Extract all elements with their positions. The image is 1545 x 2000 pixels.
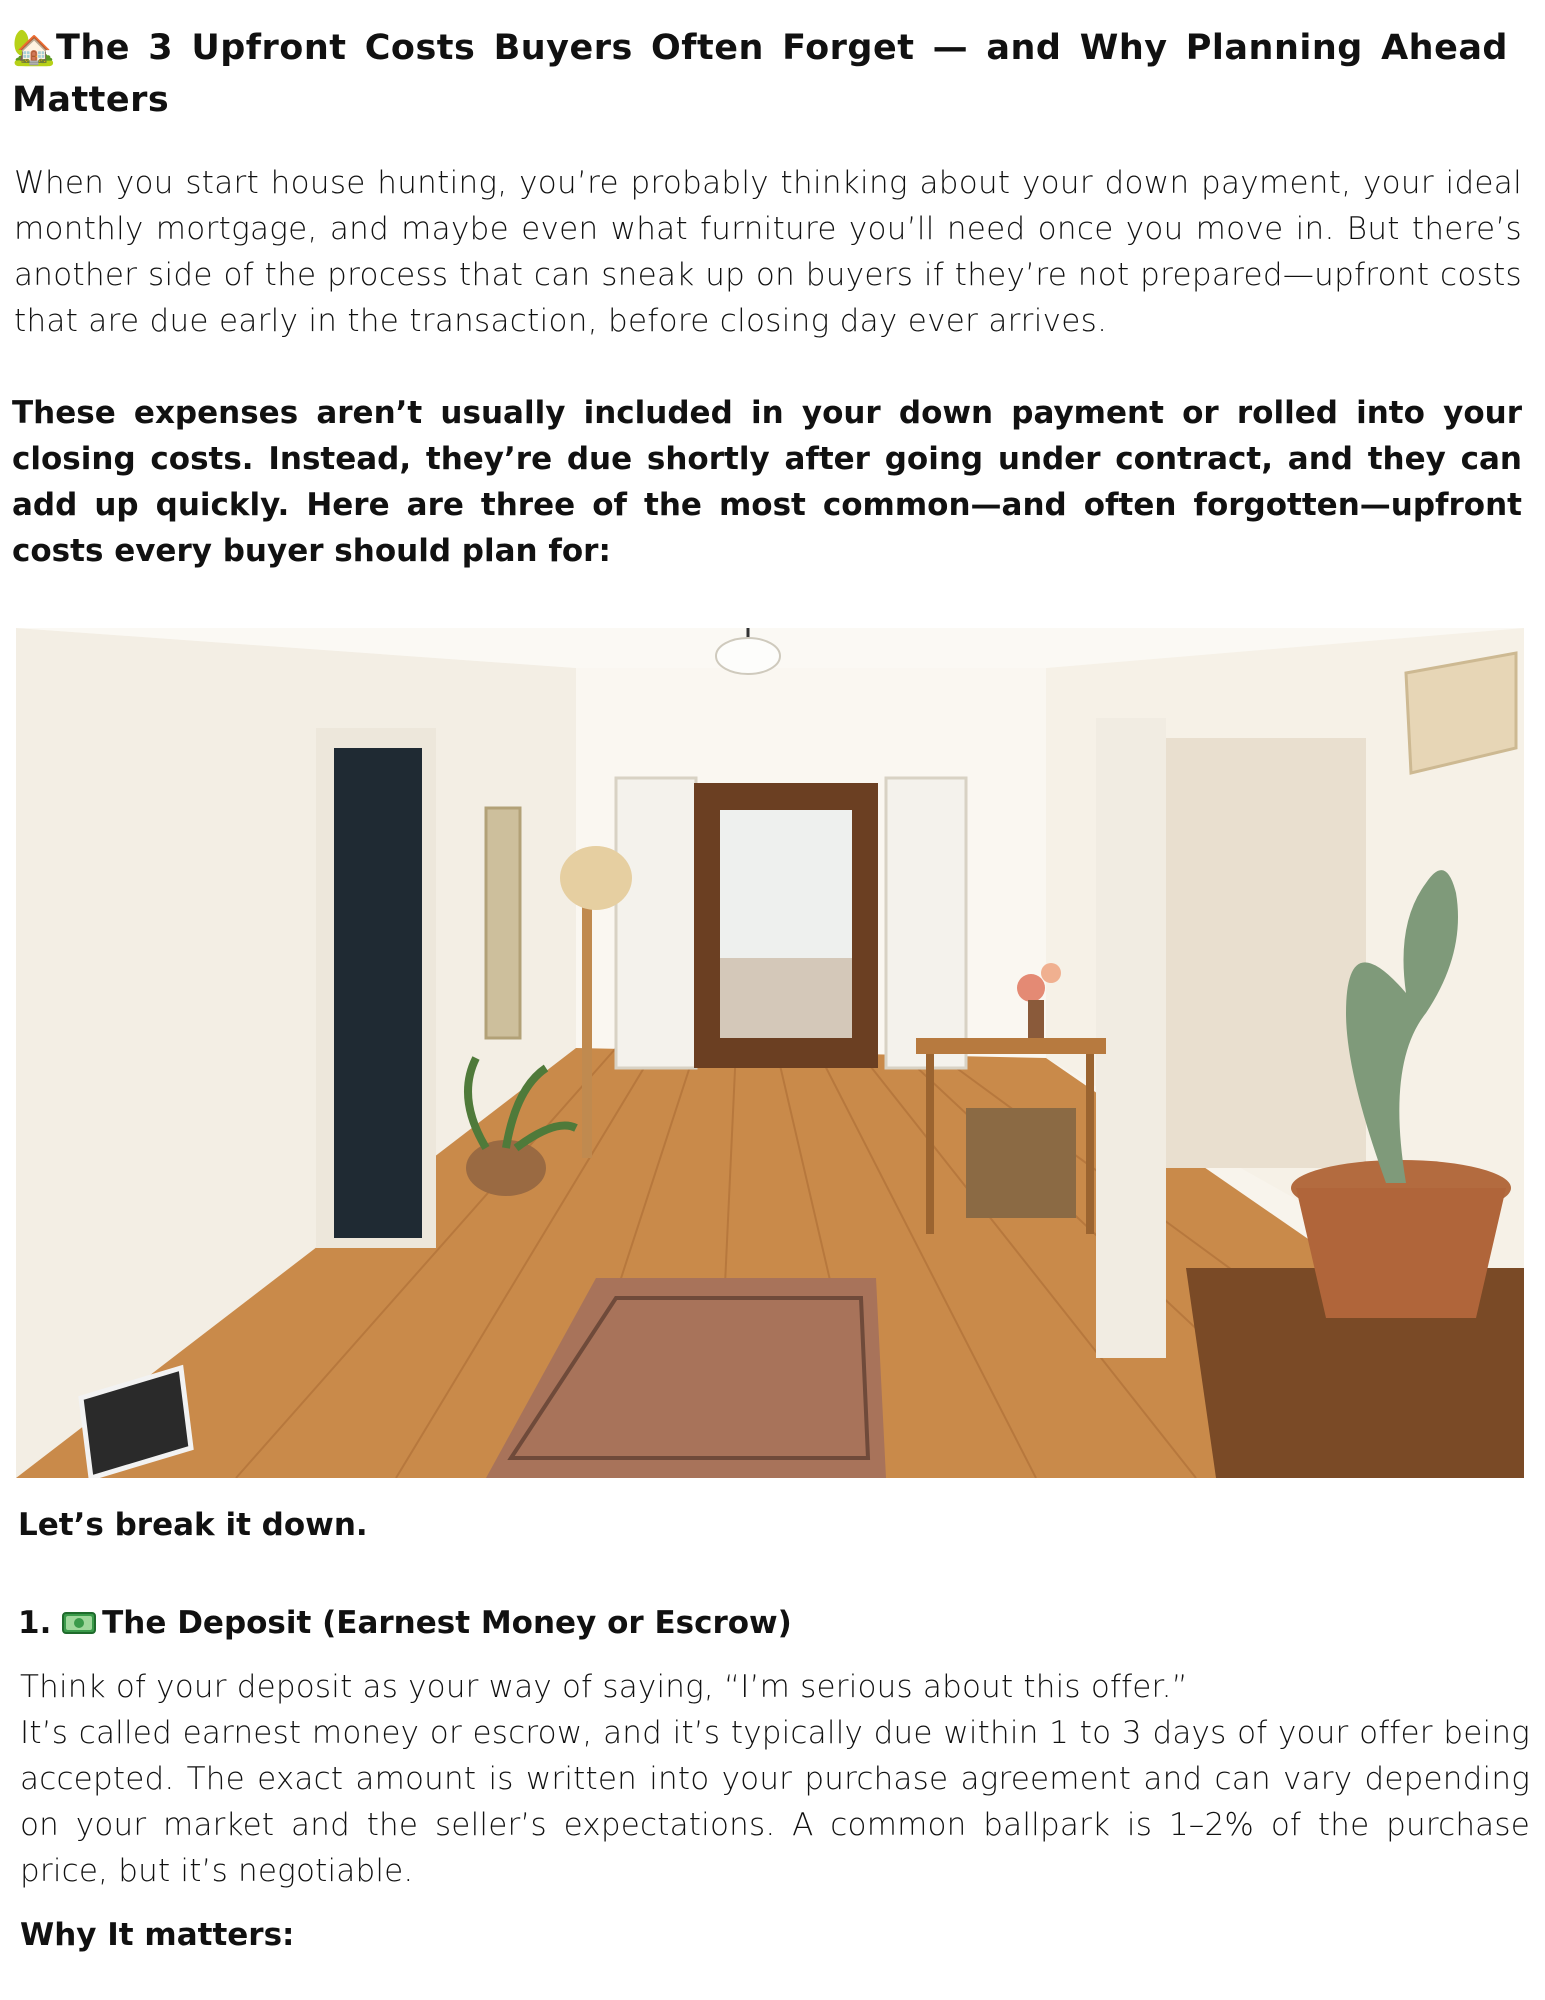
breakdown-heading: Let’s break it down. xyxy=(18,1507,368,1543)
flower xyxy=(1017,974,1045,1002)
article-title xyxy=(12,22,1508,126)
left-doorway xyxy=(334,748,422,1238)
wicker-basket xyxy=(966,1108,1076,1218)
side-room xyxy=(1166,738,1366,1168)
right-sidelight xyxy=(886,778,966,1068)
deposit-paragraph xyxy=(20,1664,1530,1894)
money-icon xyxy=(62,1603,96,1629)
article-title-text: The 3 Upfront Costs Buyers Often Forget — and Why Planning Ahead Matters xyxy=(12,28,1508,120)
ceiling-light xyxy=(716,638,780,674)
straw-hat xyxy=(560,846,632,910)
right-pillar xyxy=(1096,718,1166,1358)
deposit-line-1: Think of your deposit as your way of saying, “I’m serious about this offer.” xyxy=(20,1669,1188,1705)
hat-stand xyxy=(582,878,592,1158)
cactus-pot xyxy=(1296,1188,1506,1318)
deposit-line-2: It’s called earnest money or escrow, and it’s typically due within 1 to 3 days of your offer being accepted. The exact amount is written into your purchase agreement and can vary depending on your market and the seller’s expectations. A common ballpark is 1–2% of the purchase price, but it’s negotiable. xyxy=(20,1715,1530,1889)
left-sidelight xyxy=(616,778,696,1068)
left-plant-pot xyxy=(466,1140,546,1196)
wall-mirror xyxy=(486,808,520,1038)
vase xyxy=(1028,1000,1044,1038)
porch-view xyxy=(720,958,852,1038)
why-it-matters-heading: Why It matters: xyxy=(20,1917,295,1953)
hallway-illustration xyxy=(16,628,1524,1478)
house-icon: 🏡 xyxy=(12,28,57,68)
hallway-photo xyxy=(16,628,1524,1478)
intro-paragraph: When you start house hunting, you’re probably thinking about your down payment, your ideal monthly mortgage, and maybe even what furniture you’ll need once you move in. But there’s another side of the process that can sneak up on buyers if they’re not prepared—upfront costs that are due early in the transaction, before closing day ever arrives. xyxy=(14,165,1522,339)
section-number: 1. xyxy=(18,1605,52,1641)
console-table-top xyxy=(916,1038,1106,1054)
deposit-heading xyxy=(18,1600,792,1646)
bold-intro-paragraph: These expenses aren’t usually included in your down payment or rolled into your closing costs. Instead, they’re due shortly after going under contract, and they can add up quickly. Here are three of the most common—and often forgotten—upfront costs every buyer should plan for: xyxy=(12,395,1522,569)
deposit-heading-text: The Deposit (Earnest Money or Escrow) xyxy=(102,1605,792,1641)
